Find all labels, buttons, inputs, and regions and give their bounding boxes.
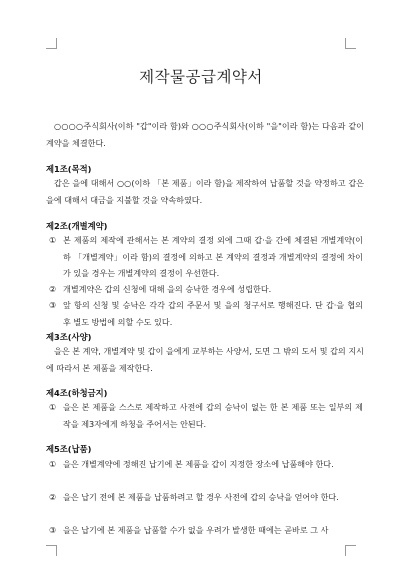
item-text: 을은 납기 전에 본 제품을 납품하려고 할 경우 사전에 갑의 승낙을 얻어야 한다. (63, 492, 339, 502)
article-5-heading: 제5조(납품) (46, 444, 92, 454)
article-5-item-2 (49, 489, 363, 506)
article-4-item-1 (49, 399, 363, 432)
article-2-heading: 제2조(개별계약) (46, 221, 108, 231)
item-text: 개별계약은 갑의 신청에 대해 을의 승낙한 경우에 성립한다. (63, 284, 272, 294)
item-number: ① (49, 235, 57, 245)
article-1-heading: 제1조(목적) (46, 164, 92, 174)
item-text: 본 제품의 제작에 관해서는 본 계약의 결정 외에 그때 갑·을 간에 체결된 개별계약(이하 「개별계약」이라 함)의 결정에 의하고 본 계약의 결정과 개별계약의 결정에 차이가 있을 경우는 개별계약의 결정이 우선한다. (63, 235, 363, 278)
crop-mark-bottom-right (345, 545, 356, 556)
article-2-item-2 (49, 281, 363, 298)
crop-mark-top-right (345, 38, 356, 49)
article-4-heading: 제4조(하청금지) (46, 388, 108, 398)
document-title: 제작물공급계약서 (139, 68, 263, 86)
article-1-body: 갑은 을에 대해서 ○○(이하 「본 제품」이라 함)을 제작하여 납품할 것을 약정하고 갑은 을에 대해서 대금을 지불할 것을 약속하였다. (46, 178, 364, 205)
article-3-body: 을은 본 계약, 개별계약 및 갑이 을에게 교부하는 사양서, 도면 그 밖의 도서 및 갑의 지시에 따라서 본 제품을 제작한다. (46, 346, 364, 373)
item-text: 을은 납기에 본 제품을 납품할 수가 없을 우려가 발생한 때에는 곧바로 그 사 (63, 525, 329, 535)
intro-paragraph: ○○○○주식회사(이하 "갑"이라 함)와 ○○○주식회사(이하 "을"이라 함)는 다음과 같이 계약을 체결한다. (46, 121, 364, 148)
crop-mark-bottom-left (46, 545, 57, 556)
item-number: ③ (49, 525, 57, 535)
article-2-item-1 (49, 232, 363, 282)
item-number: ② (49, 492, 57, 502)
article-5-item-3 (49, 522, 363, 539)
crop-mark-top-left (46, 38, 57, 49)
item-number: ③ (49, 300, 57, 310)
item-text: 앞 항의 신청 및 승낙은 각각 갑의 주문서 및 을의 청구서로 행해진다. 단 갑·을 협의 후 별도 방법에 의할 수도 있다. (63, 300, 363, 327)
article-5-item-1 (49, 456, 363, 473)
item-number: ① (49, 402, 57, 412)
item-text: 을은 개별계약에 정해진 납기에 본 제품을 갑이 지정한 장소에 납품해야 한다. (63, 459, 334, 469)
item-text: 을은 본 제품을 스스로 제작하고 사전에 갑의 승낙이 없는 한 본 제품 또는 일부의 제작을 제3자에게 하청을 주어서는 안된다. (63, 402, 363, 429)
article-3-heading: 제3조(사양) (46, 332, 92, 342)
item-number: ② (49, 284, 57, 294)
item-number: ① (49, 459, 57, 469)
article-2-item-3 (49, 297, 363, 330)
